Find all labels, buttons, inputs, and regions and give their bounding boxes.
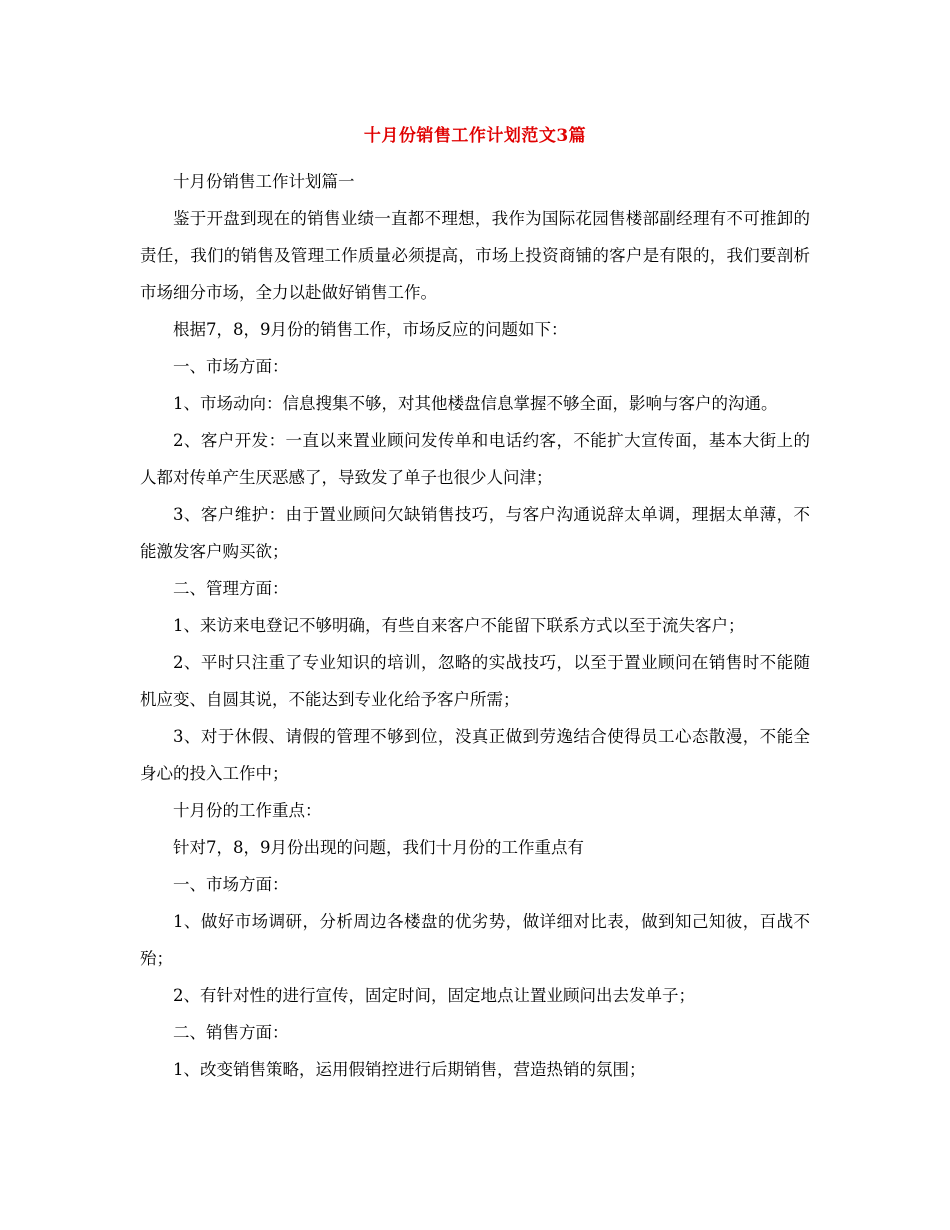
paragraph: 2、客户开发：一直以来置业顾问发传单和电话约客，不能扩大宣传面，基本大街上的人都对传单产生厌恶感了，导致发了单子也很少人问津； <box>140 431 810 487</box>
paragraph: 十月份的工作重点： <box>173 801 322 820</box>
paragraph: 一、市场方面： <box>173 875 289 894</box>
paragraph: 3、对于休假、请假的管理不够到位，没真正做到劳逸结合使得员工心态散漫，不能全身心的投入工作中； <box>140 727 810 783</box>
paragraph: 1、改变销售策略，运用假销控进行后期销售，营造热销的氛围； <box>173 1060 646 1079</box>
paragraph: 1、来访来电登记不够明确，有些自来客户不能留下联系方式以至于流失客户； <box>173 616 745 635</box>
paragraph: 2、有针对性的进行宣传，固定时间，固定地点让置业顾问出去发单子； <box>173 986 695 1005</box>
paragraph: 二、管理方面： <box>173 579 289 598</box>
paragraph: 1、做好市场调研，分析周边各楼盘的优劣势，做详细对比表，做到知己知彼，百战不殆； <box>140 912 810 968</box>
paragraph: 十月份销售工作计划篇一 <box>173 172 355 191</box>
paragraph: 针对7，8，9月份出现的问题，我们十月份的工作重点有 <box>173 838 584 857</box>
paragraph: 鉴于开盘到现在的销售业绩一直都不理想，我作为国际花园售楼部副经理有不可推卸的责任，我们的销售及管理工作质量必须提高，市场上投资商铺的客户是有限的，我们要剖析市场细分市场，全力以赴做好销售工作。 <box>140 209 810 302</box>
paragraph: 1、市场动向：信息搜集不够，对其他楼盘信息掌握不够全面，影响与客户的沟通。 <box>173 394 778 413</box>
paragraph: 二、销售方面： <box>173 1023 289 1042</box>
paragraph: 一、市场方面： <box>173 357 289 376</box>
document-title: 十月份销售工作计划范文3篇 <box>363 126 587 146</box>
paragraph: 3、客户维护：由于置业顾问欠缺销售技巧，与客户沟通说辞太单调，理据太单薄，不能激发客户购买欲； <box>140 505 810 561</box>
paragraph: 根据7，8，9月份的销售工作，市场反应的问题如下： <box>173 320 568 339</box>
paragraph: 2、平时只注重了专业知识的培训，忽略的实战技巧，以至于置业顾问在销售时不能随机应变、自圆其说，不能达到专业化给予客户所需； <box>140 653 810 709</box>
document-body <box>140 163 810 1088</box>
